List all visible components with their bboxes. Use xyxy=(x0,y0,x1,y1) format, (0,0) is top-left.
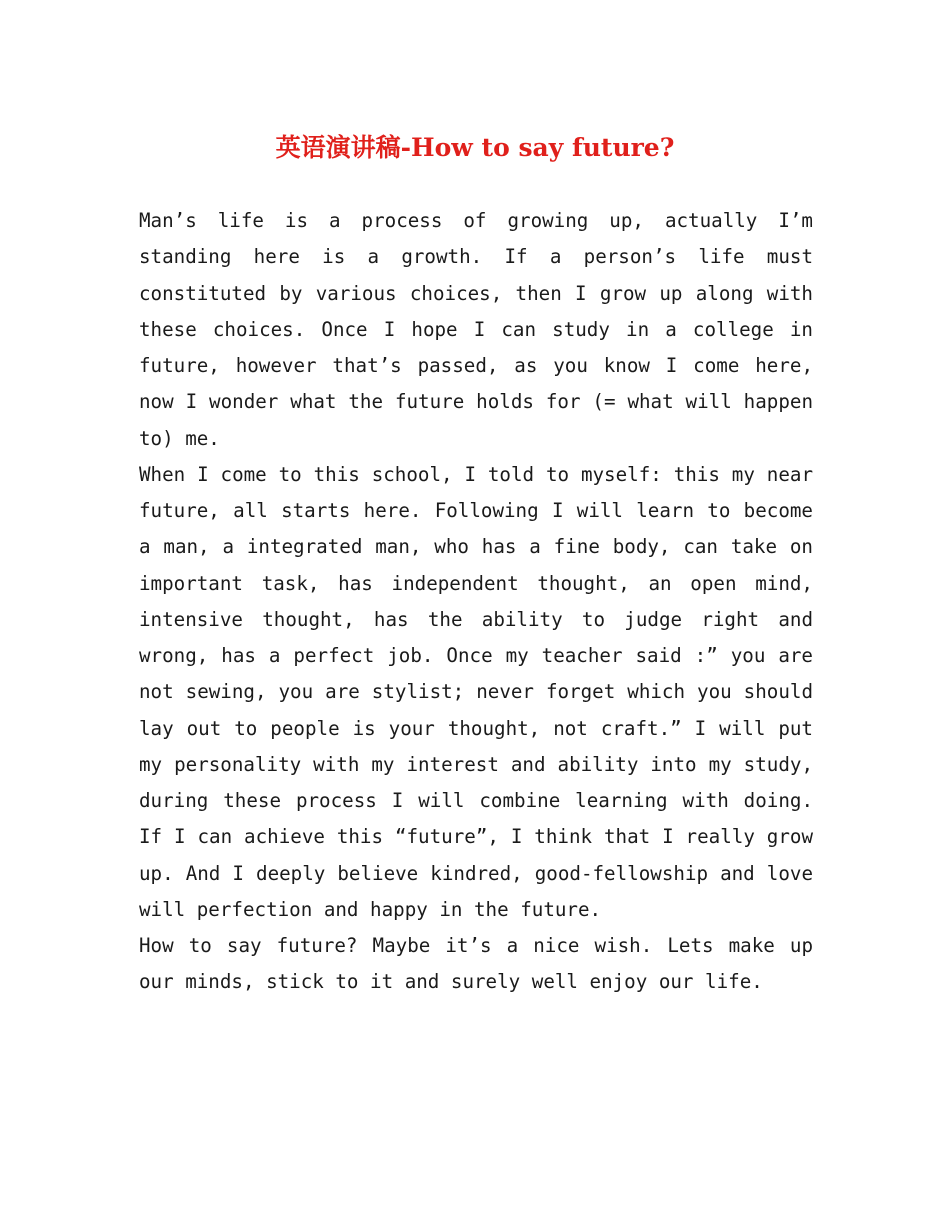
document-body xyxy=(139,203,813,1001)
paragraph-1: Man’s life is a process of growing up, actually I’m standing here is a growth. If a person’s life must constituted by various choices, then I grow up along with these choices. Once I hope I can study in a college in future, however that’s passed, as you know I come here, now I wonder what the future holds for (= what will happen to) me. xyxy=(139,209,813,450)
document-title: 英语演讲稿-How to say future? xyxy=(275,133,675,162)
paragraph-3: How to say future? Maybe it’s a nice wish. Lets make up our minds, stick to it and surely well enjoy our life. xyxy=(139,934,813,994)
paragraph-2: When I come to this school, I told to myself: this my near future, all starts here. Following I will learn to become a man, a integrated man, who has a fine body, can take on important task, has independent thought, an open mind, intensive thought, has the ability to judge right and wrong, has a perfect job. Once my teacher said :” you are not sewing, you are stylist; never forget which you should lay out to people is your thought, not craft.” I will put my personality with my interest and ability into my study, during these process I will combine learning with doing. If I can achieve this “future”, I think that I really grow up. And I deeply believe kindred, good-fellowship and love will perfection and happy in the future. xyxy=(139,462,813,921)
